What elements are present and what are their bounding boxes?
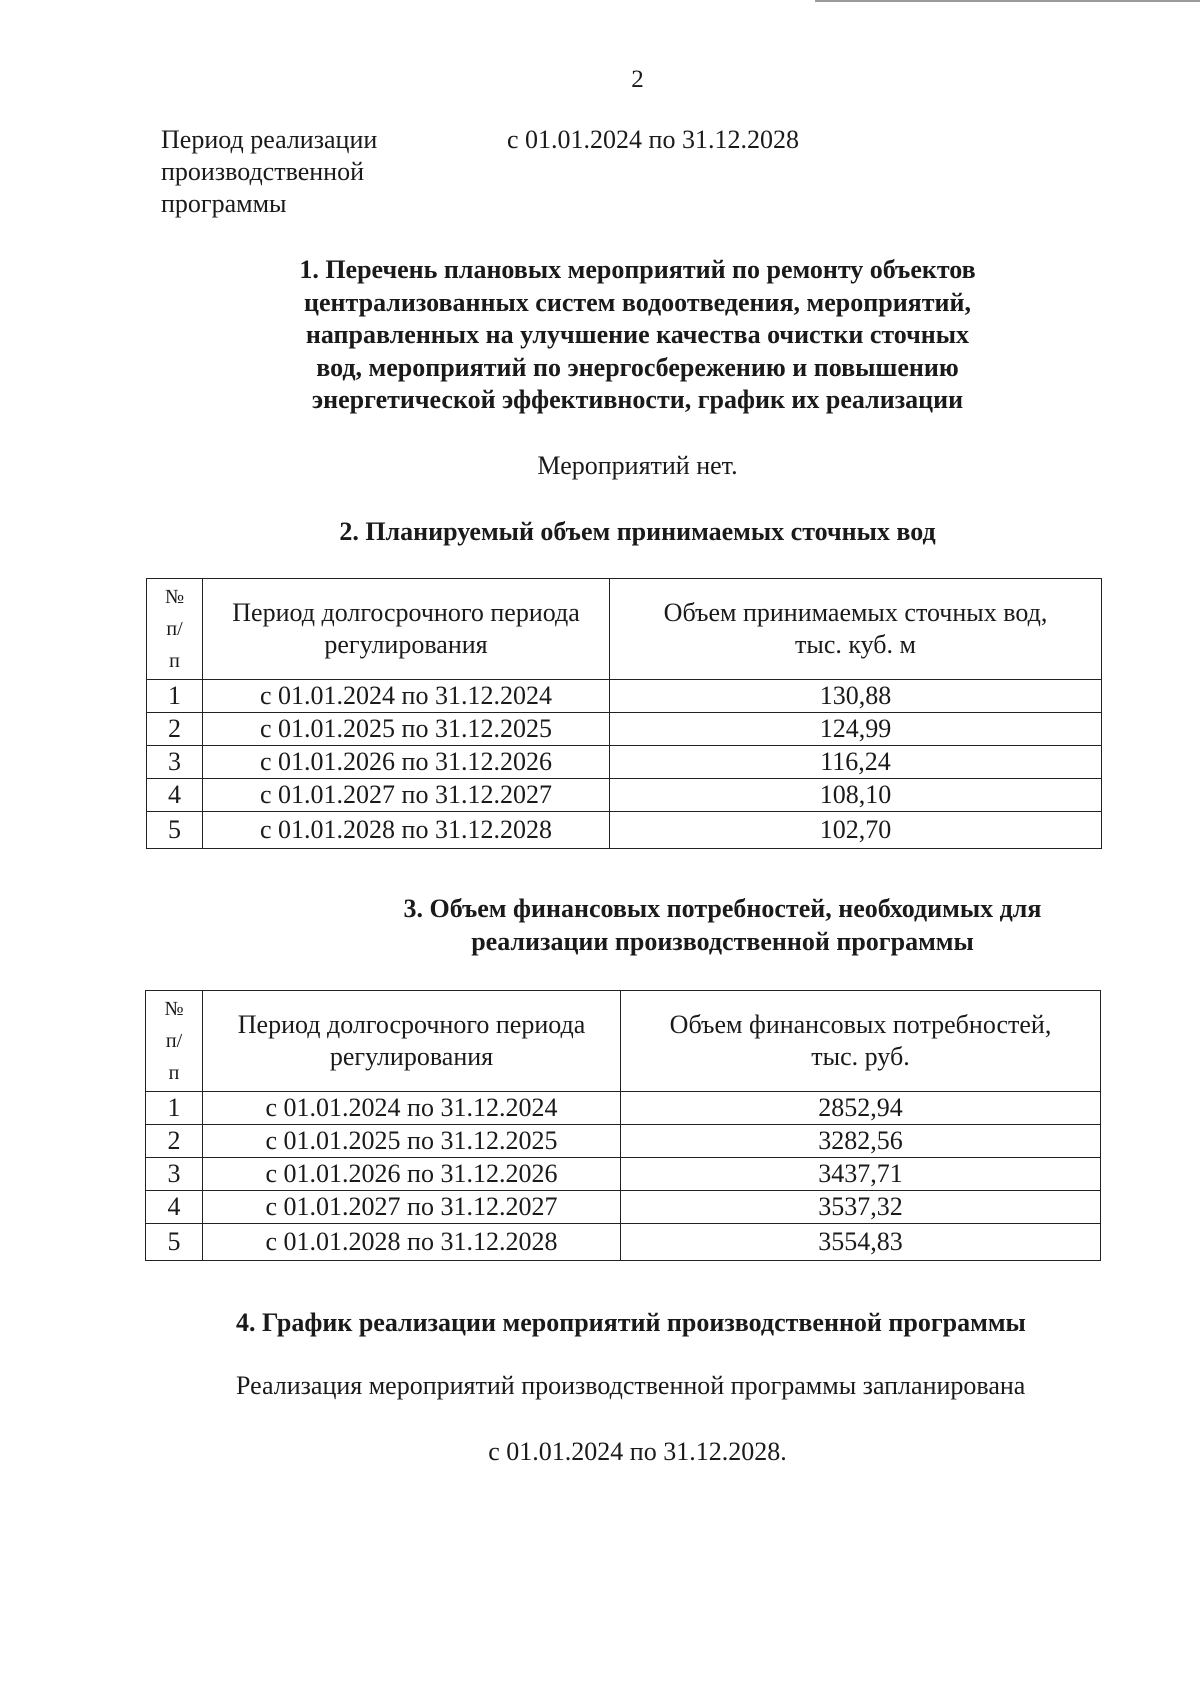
row-volume: 102,70 [610,812,1102,849]
row-period: с 01.01.2024 по 31.12.2024 [203,680,610,713]
table-row [147,746,1102,779]
column-header-number: № п/ п [147,579,203,680]
row-period: с 01.01.2027 по 31.12.2027 [203,1191,621,1224]
column-header-volume: Объем принимаемых сточных вод, тыс. куб. м [610,579,1102,680]
section1-heading: 1. Перечень плановых мероприятий по ремонту объектов централизованных систем водоотведения, мероприятий, направленных на улучшение качества очистки сточных вод, мероприятий по энергосбережению и повышению энергетической эффективности, график их реализации [299,255,976,414]
scan-edge-line [815,0,1200,2]
row-number: 5 [147,812,203,849]
row-volume: 130,88 [610,680,1102,713]
row-period: с 01.01.2024 по 31.12.2024 [203,1092,621,1125]
section2-heading: 2. Планируемый объем принимаемых сточных вод [339,517,936,546]
row-period: с 01.01.2028 по 31.12.2028 [203,1224,621,1261]
row-finance: 3554,83 [621,1224,1101,1261]
row-finance: 3437,71 [621,1158,1101,1191]
row-number: 4 [146,1191,203,1224]
row-volume: 124,99 [610,713,1102,746]
section4-heading: 4. График реализации мероприятий производственной программы [236,1308,1026,1337]
table-row [146,1158,1101,1191]
table-row [147,779,1102,812]
table-row [147,680,1102,713]
row-period: с 01.01.2025 по 31.12.2025 [203,713,610,746]
row-volume: 108,10 [610,779,1102,812]
row-number: 4 [147,779,203,812]
page-number: 2 [631,66,644,93]
row-number: 2 [147,713,203,746]
row-number: 1 [147,680,203,713]
period-value: с 01.01.2024 по 31.12.2028 [507,125,799,154]
table-row [146,1224,1101,1261]
row-number: 3 [146,1158,203,1191]
row-period: с 01.01.2027 по 31.12.2027 [203,779,610,812]
column-header-period: Период долгосрочного периода регулирования [203,579,610,680]
column-header-finance: Объем финансовых потребностей, тыс. руб. [621,991,1101,1092]
row-period: с 01.01.2026 по 31.12.2026 [203,1158,621,1191]
table-row [146,1191,1101,1224]
row-period: с 01.01.2026 по 31.12.2026 [203,746,610,779]
row-number: 3 [147,746,203,779]
table-row [147,812,1102,849]
table-row [147,713,1102,746]
row-period: с 01.01.2028 по 31.12.2028 [203,812,610,849]
column-header-period: Период долгосрочного периода регулирования [203,991,621,1092]
table-row [146,1092,1101,1125]
table-header-row [147,579,1102,680]
financial-needs-table [145,990,1101,1261]
period-label: Период реализации производственной программы [161,125,378,218]
row-number: 1 [146,1092,203,1125]
row-volume: 116,24 [610,746,1102,779]
row-finance: 3537,32 [621,1191,1101,1224]
section3-heading: 3. Объем финансовых потребностей, необходимых для реализации производственной программы [403,894,1042,956]
table-header-row [146,991,1101,1092]
row-number: 2 [146,1125,203,1158]
row-finance: 2852,94 [621,1092,1101,1125]
table-row [146,1125,1101,1158]
row-finance: 3282,56 [621,1125,1101,1158]
section1-note: Мероприятий нет. [537,451,738,480]
section4-text: Реализация мероприятий производственной программы запланирована [236,1371,1026,1400]
row-number: 5 [146,1224,203,1261]
column-header-number: № п/ п [146,991,203,1092]
row-period: с 01.01.2025 по 31.12.2025 [203,1125,621,1158]
section4-period: с 01.01.2024 по 31.12.2028. [488,1437,787,1466]
wastewater-volume-table [146,578,1102,849]
